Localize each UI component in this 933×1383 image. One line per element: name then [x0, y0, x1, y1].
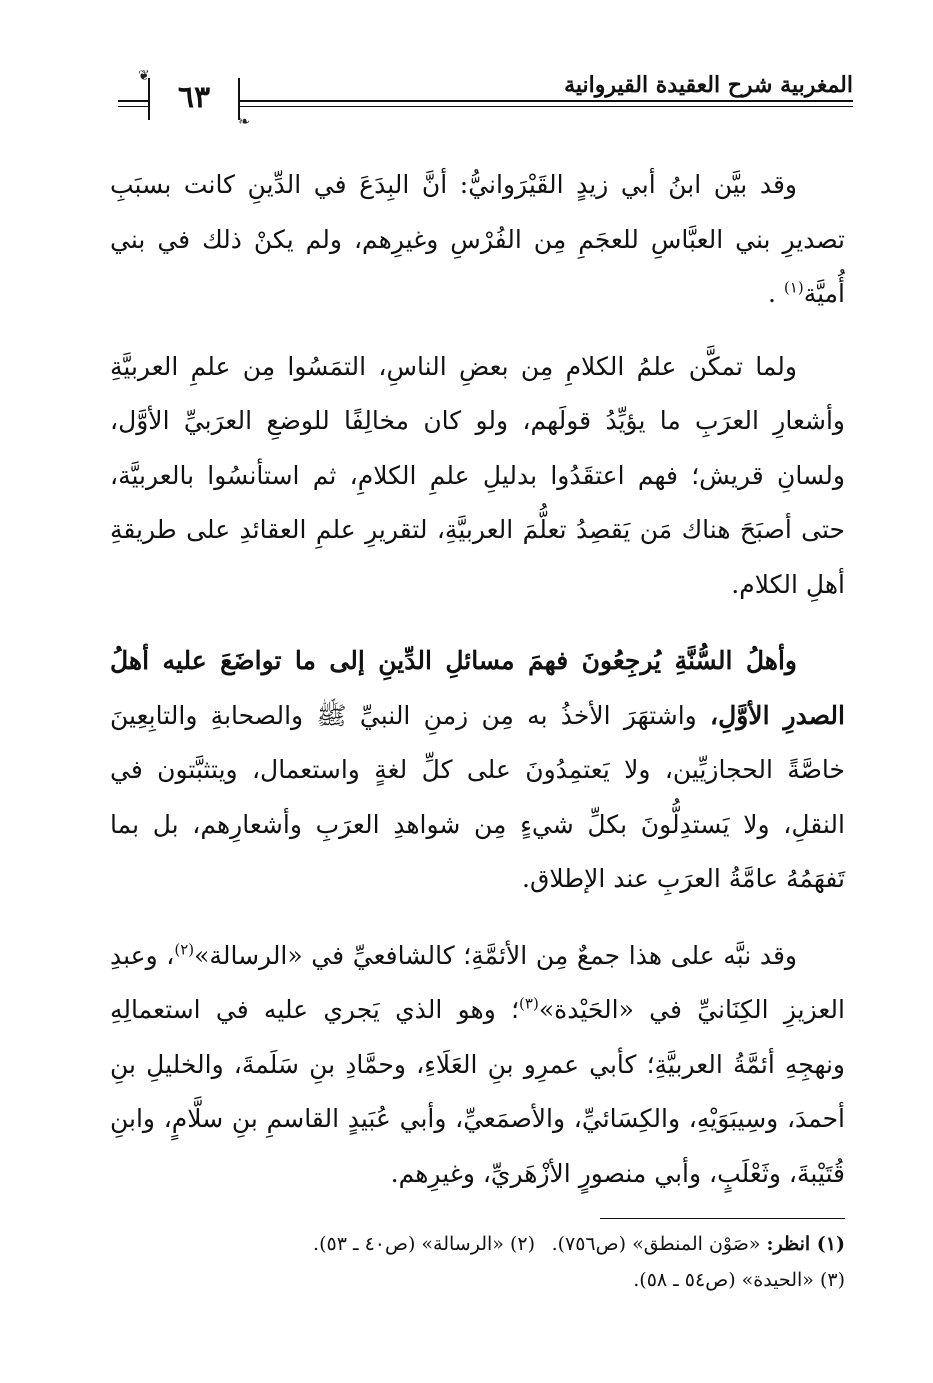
footnote-label: (٢)	[509, 1233, 535, 1255]
footnotes	[110, 1226, 845, 1298]
paragraph	[110, 929, 845, 1202]
emphasized-text: وأهلُ السُّنَّةِ يُرجِعُونَ فهمَ مسائلِ الدِّينِ إلى ما تواضَعَ عليه أهلُ الصدرِ الأوَّلِ،	[110, 646, 845, 730]
flourish-ornament-icon: ❧	[238, 114, 250, 130]
footnote-marker: (٢)	[174, 940, 195, 959]
footnote-3	[535, 1262, 845, 1298]
page-number-box	[138, 68, 250, 130]
page-header	[118, 68, 853, 130]
page-number: ٦٣	[177, 80, 211, 115]
paragraph	[110, 634, 845, 907]
paragraph-text: ولما تمكَّن علمُ الكلامِ مِن بعضِ الناسِ، التمَسُوا مِن علمِ العربيَّةِ وأشعارِ العرَبِ ما يؤيِّدُ قولَهم، ولو كان مخالِفًا للوضعِ العرَبيِّ الأوَّل، ولسانِ قريش؛ فهم اعتقَدُوا بدليلِ علمِ الكلامِ، ثم استأنسُوا بالعربيَّة، حتى أصبَحَ هناك مَن يَقصِدُ تعلُّمَ العربيَّةِ، لتقريرِ علمِ العقائدِ على طريقةِ أهلِ الكلام.	[110, 351, 845, 599]
paragraph-text: واشتهَرَ الأخذُ به مِن زمنِ النبيِّ ﷺ والصحابةِ والتابِعِينَ خاصَّةً الحجازيِّين، ولا يَعتمِدُونَ على كلِّ لغةٍ واستعمال، ويتثبَّتون في النقلِ، ولا يَستدِلُّونَ بكلِّ شيءٍ مِن شواهدِ العرَبِ وأشعارِهم، بل بما تَفهَمُهُ عامَّةُ العرَبِ عند الإطلاق.	[110, 700, 845, 893]
footnote-1	[535, 1226, 845, 1262]
footnote-text: «الحيدة» (ص٥٤ ـ ٥٨).	[633, 1269, 820, 1291]
paragraph-text: وقد نبَّه على هذا جمعٌ مِن الأئمَّةِ؛ كالشافعيِّ في «الرسالة»	[194, 940, 797, 970]
running-title: المغربية شرح العقيدة القيروانية	[550, 72, 853, 98]
flourish-ornament-icon: ❦	[138, 68, 150, 84]
footnote-marker: (٣)	[519, 994, 539, 1013]
main-text	[110, 158, 845, 1223]
paragraph-text: وقد بيَّن ابنُ أبي زيدٍ القَيْرَوانيُّ: أنَّ البِدَعَ في الدِّينِ كانت بسبَبِ تصديرِ بني العبَّاسِ للعجَمِ مِن الفُرْسِ وغيرِهم، ولم يكنْ ذلك في بني أُميَّة	[110, 170, 845, 308]
footnote-label: (١) انظر:	[766, 1233, 845, 1255]
footnote-text: «صَوْن المنطق» (ص٧٥٦).	[551, 1233, 767, 1255]
paragraph-text: ؛ وهو الذي يَجري عليه في استعمالِهِ ونهجِهِ أئمَّةُ العربيَّةِ؛ كأبي عمرِو بنِ العَلَاءِ، وحمَّادِ بنِ سَلَمةَ، والخليلِ بنِ أحمدَ، وسِيبَوَيْهِ، والكِسَائيِّ، والأصمَعيِّ، وأبي عُبَيدٍ القاسمِ بنِ سلَّامٍ، وابنِ قُتَيْبةَ، وثَعْلَبٍ، وأبي منصورٍ الأزْهَريِّ، وغيرِهم.	[110, 995, 845, 1188]
paragraph	[110, 340, 845, 613]
paragraph	[110, 158, 845, 322]
footnote-marker: (١)	[783, 278, 804, 297]
footnote-2	[225, 1226, 535, 1262]
paragraph-text: ، وعبدِ العزيزِ الكِنَانيِّ في «الحَيْدة»	[110, 940, 845, 1024]
footnote-separator	[600, 1218, 845, 1219]
footnote-text: «الرسالة» (ص٤٠ ـ ٥٣).	[313, 1233, 510, 1255]
footnote-row	[110, 1226, 845, 1262]
paragraph-end: .	[768, 279, 784, 308]
footnote-row	[110, 1262, 845, 1298]
footnote-label: (٣)	[819, 1269, 845, 1291]
